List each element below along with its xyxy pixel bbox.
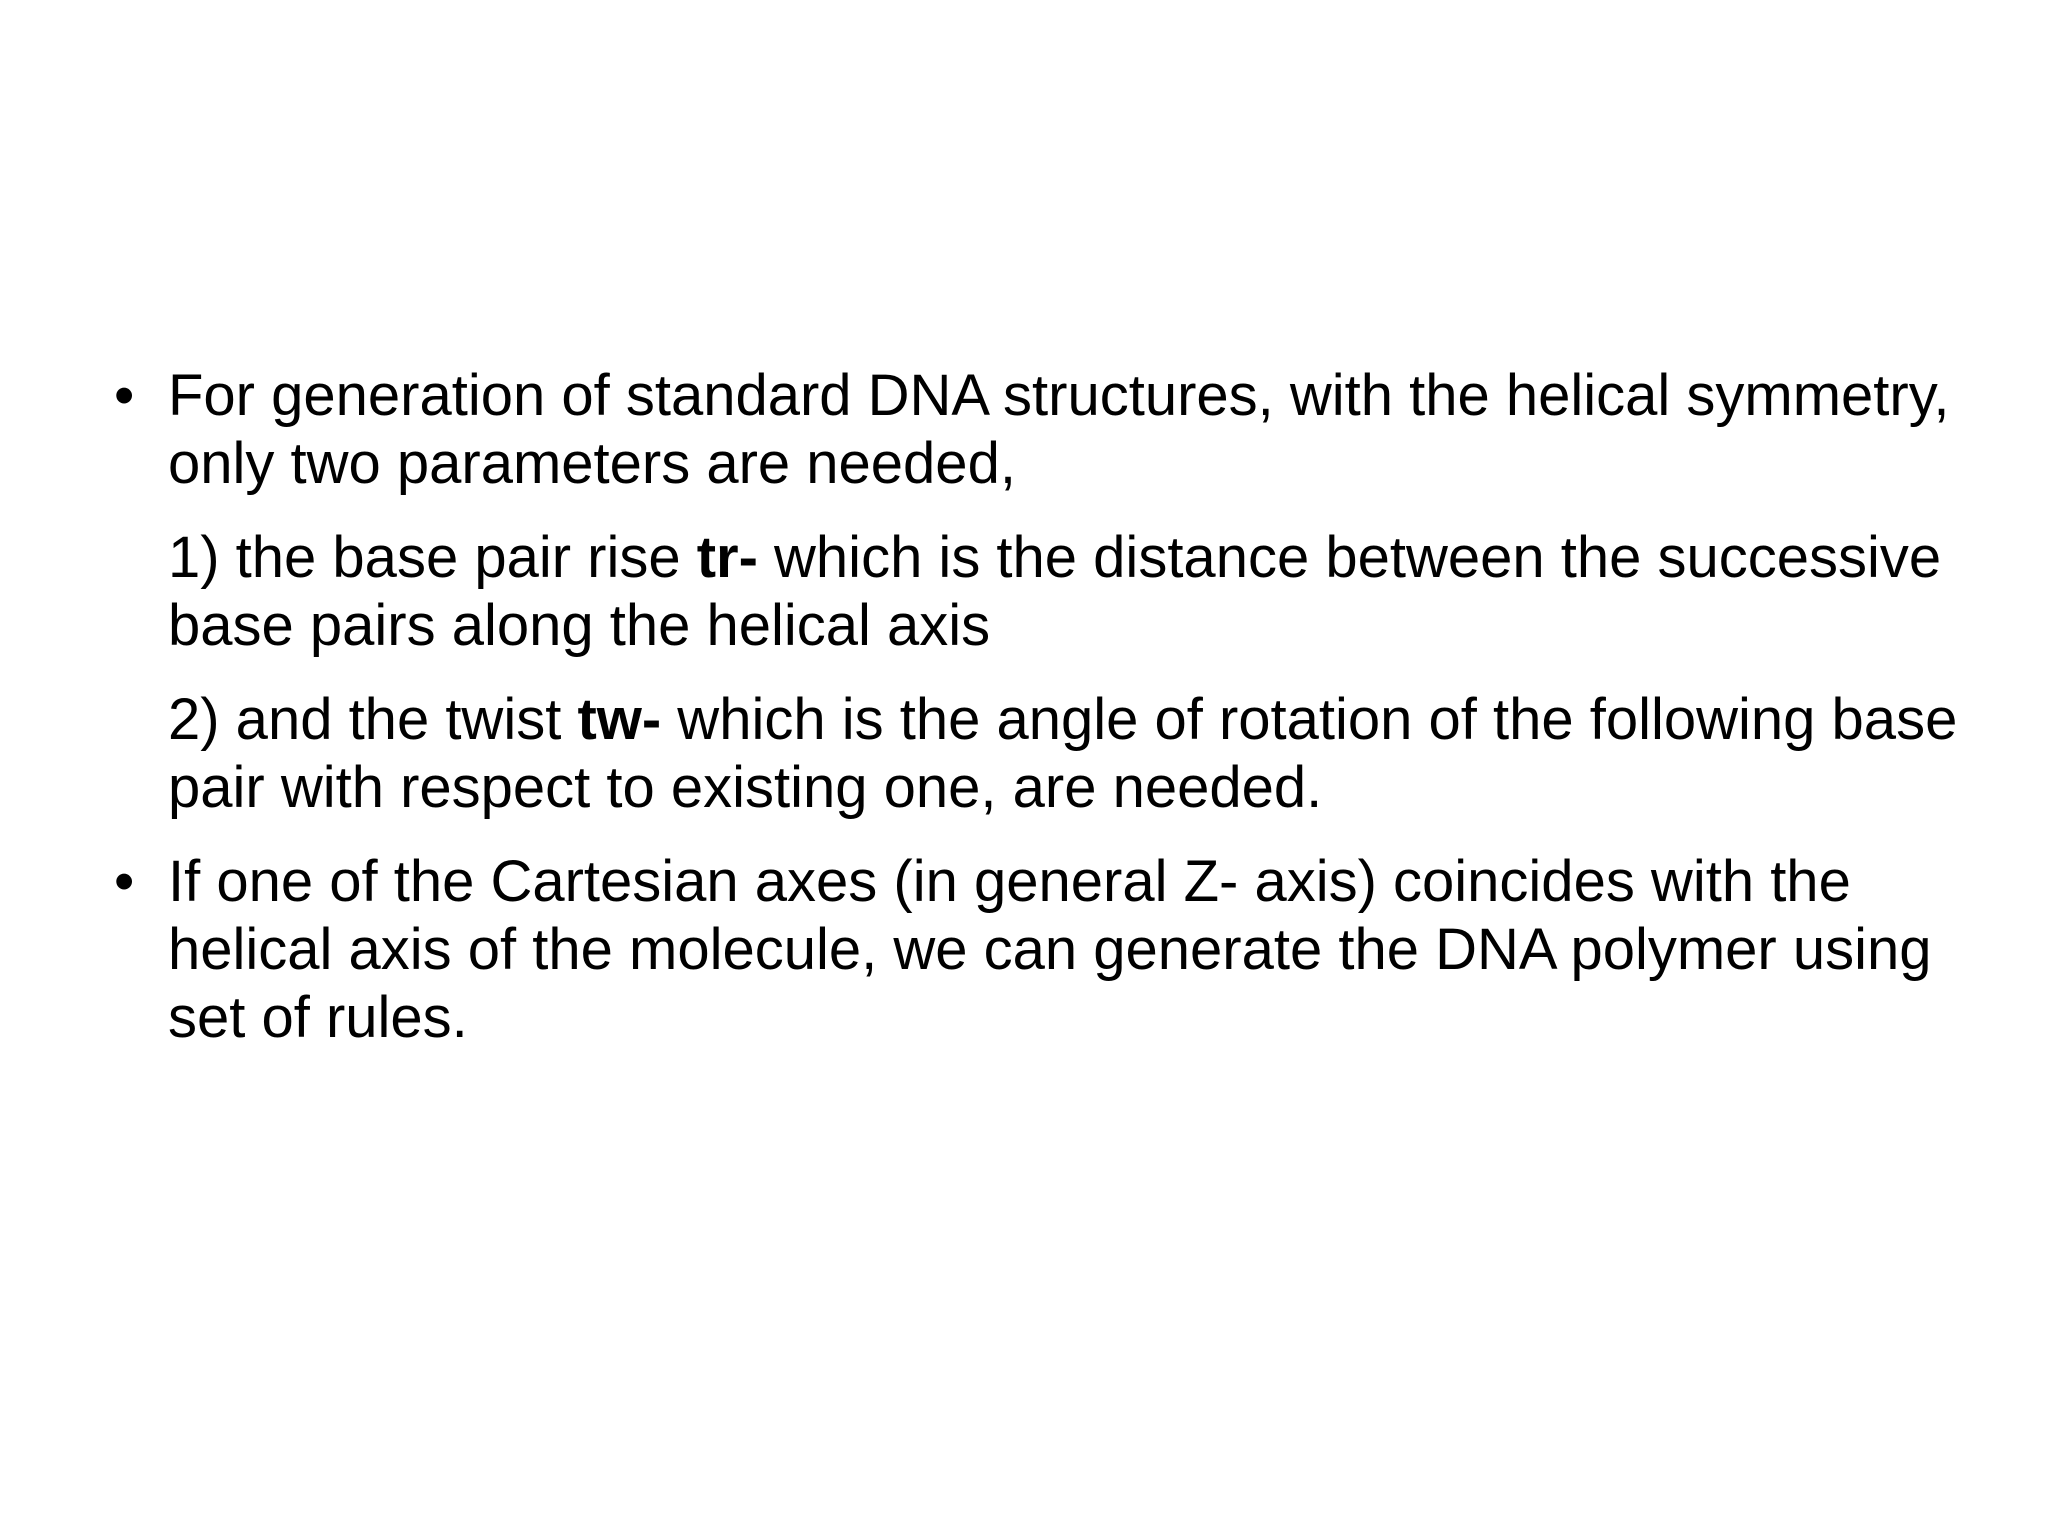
rise-text-pre: 1) the base pair rise (168, 525, 697, 590)
bullet-item-cartesian-axes (114, 848, 1994, 1052)
bullet-item-dna-parameters (114, 362, 1994, 822)
slide-body (114, 362, 1994, 1078)
rise-text-post: which is the distance between the successive base pairs along the helical axis (168, 525, 1942, 658)
paragraph-intro: For generation of standard DNA structures, with the helical symmetry, only two parameters are needed, (168, 363, 1950, 496)
rise-symbol: tr- (696, 525, 758, 590)
bullet-icon: • (114, 849, 135, 914)
twist-text-post: which is the angle of rotation of the following base pair with respect to existing one, are needed. (168, 687, 1958, 820)
twist-text-pre: 2) and the twist (168, 687, 578, 752)
paragraph-twist (168, 686, 1994, 822)
twist-symbol: tw- (577, 687, 662, 752)
paragraph-cartesian: If one of the Cartesian axes (in general Z- axis) coincides with the helical axis of the molecule, we can generate the DNA polymer using set of rules. (168, 849, 1932, 1050)
paragraph-rise (168, 524, 1994, 660)
bullet-icon: • (114, 363, 135, 428)
